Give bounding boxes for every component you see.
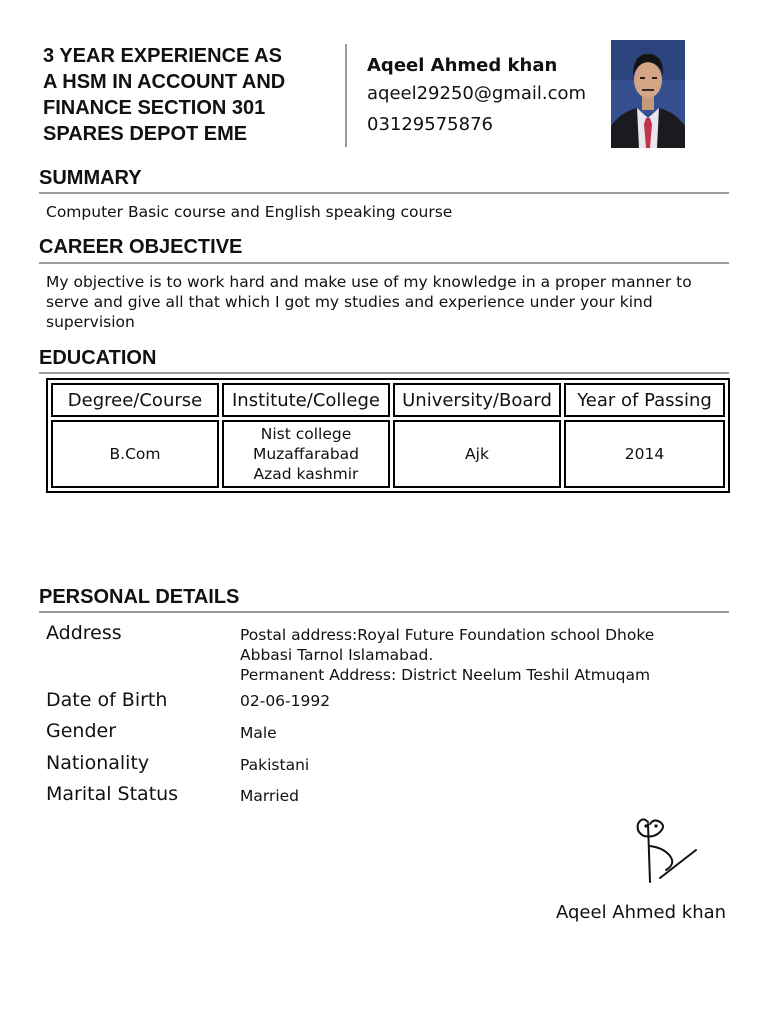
institute-line: Azad kashmir bbox=[253, 465, 359, 483]
address-line: Postal address:Royal Future Foundation school Dhoke bbox=[240, 626, 655, 644]
column-header: University/Board bbox=[393, 383, 561, 417]
signature-name: Aqeel Ahmed khan bbox=[556, 902, 727, 923]
header-divider bbox=[345, 44, 347, 147]
year-cell: 2014 bbox=[564, 420, 725, 488]
summary-text: Computer Basic course and English speaking course bbox=[46, 203, 453, 221]
contact-block bbox=[367, 54, 586, 140]
dob-value: 02-06-1992 bbox=[240, 692, 331, 710]
resume-headline bbox=[43, 43, 333, 147]
institute-line: Muzaffarabad bbox=[252, 445, 360, 463]
profile-photo-image bbox=[611, 40, 685, 148]
objective-text: My objective is to work hard and make use of my knowledge in a proper manner to serve and give all that which I got my studies and experience under your kind supervision bbox=[46, 273, 692, 331]
objective-title: CAREER OBJECTIVE bbox=[39, 236, 243, 258]
address-value bbox=[240, 625, 710, 685]
education-title: EDUCATION bbox=[39, 347, 157, 369]
education-rule bbox=[39, 372, 729, 374]
degree-cell: B.Com bbox=[51, 420, 219, 488]
marital-value: Married bbox=[240, 787, 300, 805]
nationality-label: Nationality bbox=[46, 752, 150, 774]
column-header: Year of Passing bbox=[564, 383, 725, 417]
table-header-row bbox=[51, 383, 725, 417]
address-line: Permanent Address: District Neelum Teshil Atmuqam bbox=[240, 666, 651, 684]
marital-label: Marital Status bbox=[46, 783, 179, 805]
phone-number: 03129575876 bbox=[367, 114, 493, 135]
headline-line: SPARES DEPOT EME bbox=[43, 123, 248, 145]
headline-line: FINANCE SECTION 301 bbox=[43, 97, 266, 119]
headline-line: A HSM IN ACCOUNT AND bbox=[43, 71, 286, 93]
institute-line: Nist college bbox=[260, 425, 352, 443]
gender-value: Male bbox=[240, 724, 277, 742]
board-cell: Ajk bbox=[393, 420, 561, 488]
column-header: Institute/College bbox=[222, 383, 390, 417]
objective-rule bbox=[39, 262, 729, 264]
profile-photo bbox=[611, 40, 685, 148]
column-header: Degree/Course bbox=[51, 383, 219, 417]
signature-mark bbox=[626, 812, 706, 892]
address-label: Address bbox=[46, 622, 122, 644]
personal-title: PERSONAL DETAILS bbox=[39, 586, 240, 608]
nationality-value: Pakistani bbox=[240, 756, 310, 774]
candidate-name: Aqeel Ahmed khan bbox=[367, 55, 558, 76]
education-table bbox=[46, 378, 730, 493]
table-row bbox=[51, 420, 725, 488]
institute-cell bbox=[222, 420, 390, 488]
email-link[interactable]: aqeel29250@gmail.com bbox=[367, 83, 587, 104]
dob-label: Date of Birth bbox=[46, 689, 168, 711]
summary-title: SUMMARY bbox=[39, 167, 142, 189]
personal-rule bbox=[39, 611, 729, 613]
summary-rule bbox=[39, 192, 729, 194]
headline-line: 3 YEAR EXPERIENCE AS bbox=[43, 45, 282, 67]
gender-label: Gender bbox=[46, 720, 117, 742]
address-line: Abbasi Tarnol Islamabad. bbox=[240, 646, 434, 664]
